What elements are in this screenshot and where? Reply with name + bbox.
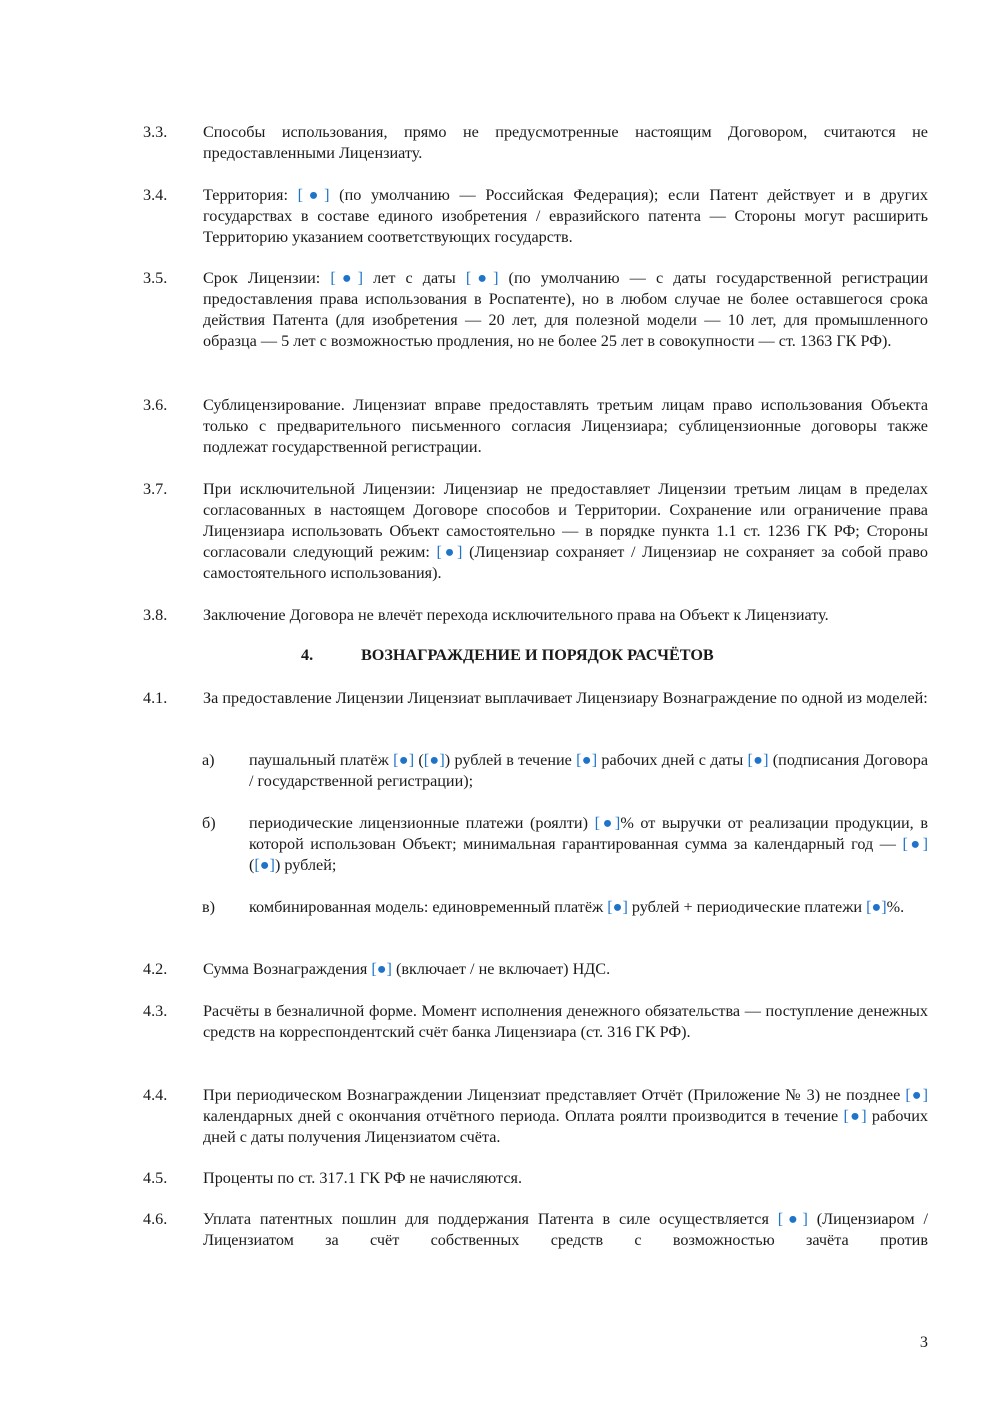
subitem-marker: в) <box>202 898 216 916</box>
page-number: 3 <box>919 1333 928 1351</box>
subitem-a <box>202 750 928 792</box>
clause-3-7 <box>143 479 928 584</box>
clause-text: Расчёты в безналичной форме. Момент исполнения денежного обязательства — поступление денежных средств на корреспондентский счёт банка Лицензиара (ст. 316 ГК РФ). <box>203 1002 928 1041</box>
clause-number: 3.7. <box>143 480 168 498</box>
clause-text: Уплата патентных пошлин для поддержания Патента в силе осуществляется [●] (Лицензиаром / Лицензиатом за счёт собственных средств с возможностью зачёта против <box>203 1210 929 1249</box>
clause-text: Срок Лицензии: [●] лет с даты [●] (по умолчанию — с даты государственной регистрации предоставления права использования в Роспатенте), но в любом случае не более оставшегося срока действия Патента (для изобретения — 20 лет, для полезной модели — 10 лет, для промышленного образца — 5 лет с возможностью продления, но не более 25 лет в совокупности — ст. 1363 ГК РФ). <box>203 269 929 350</box>
placeholder-field[interactable]: [●] <box>576 751 598 769</box>
clause-4-2 <box>143 959 928 980</box>
clause-4-5 <box>143 1168 928 1189</box>
clause-3-8 <box>143 605 928 626</box>
placeholder-field[interactable]: [●] <box>777 1210 808 1228</box>
clause-number: 4.6. <box>143 1210 168 1228</box>
section-number: 4. <box>301 646 314 664</box>
subitem-marker: а) <box>202 751 215 769</box>
clause-number: 3.5. <box>143 269 168 287</box>
clause-text: При периодическом Вознаграждении Лицензиат представляет Отчёт (Приложение № 3) не позднее [●] календарных дней с окончания отчётного периода. Оплата роялти производится в течение [●] рабочих дней с даты получения Лицензиатом счёта. <box>203 1086 929 1146</box>
clause-number: 3.4. <box>143 186 168 204</box>
subitem-b <box>202 813 928 876</box>
clause-text: Заключение Договора не влечёт перехода исключительного права на Объект к Лицензиату. <box>203 606 829 624</box>
clause-4-6 <box>143 1209 928 1251</box>
placeholder-field[interactable]: [●] <box>905 1086 928 1104</box>
placeholder-field[interactable]: [●] <box>393 751 415 769</box>
clause-text: Способы использования, прямо не предусмотренные настоящим Договором, считаются не предоставленными Лицензиату. <box>203 123 928 162</box>
placeholder-field[interactable]: [●] <box>902 835 929 853</box>
clause-4-4 <box>143 1085 928 1148</box>
section-title: ВОЗНАГРАЖДЕНИЕ И ПОРЯДОК РАСЧЁТОВ <box>361 646 714 664</box>
subitem-text: комбинированная модель: единовременный платёж [●] рублей + периодические платежи [●]%. <box>249 898 905 916</box>
placeholder-field[interactable]: [●] <box>297 186 330 204</box>
clause-3-6 <box>143 395 928 458</box>
clause-3-3 <box>143 122 928 164</box>
clause-text: Проценты по ст. 317.1 ГК РФ не начисляются. <box>203 1169 522 1187</box>
clause-3-4 <box>143 185 928 248</box>
clause-text: Сумма Вознаграждения [●] (включает / не включает) НДС. <box>203 960 611 978</box>
placeholder-field[interactable]: [●] <box>747 751 769 769</box>
clause-4-3 <box>143 1001 928 1043</box>
subitem-text: периодические лицензионные платежи (роялти) [●]% от выручки от реализации продукции, в которой использован Объект; минимальная гарантированная сумма за календарный год — [●] ([●]) рублей; <box>249 814 929 874</box>
placeholder-field[interactable]: [●] <box>330 269 364 287</box>
clause-text: Сублицензирование. Лицензиат вправе предоставлять третьим лицам право использования Объекта только с предварительного письменного согласия Лицензиара; сублицензионные договоры также подлежат государственной регистрации. <box>203 396 928 456</box>
placeholder-field[interactable]: [●] <box>607 898 628 916</box>
clause-number: 4.2. <box>143 960 168 978</box>
clause-number: 3.6. <box>143 396 168 414</box>
clause-number: 4.4. <box>143 1086 168 1104</box>
placeholder-field[interactable]: [●] <box>594 814 621 832</box>
placeholder-field[interactable]: [●] <box>465 269 499 287</box>
subitem-text: паушальный платёж [●] ([●]) рублей в течение [●] рабочих дней с даты [●] (подписания Договора / государственной регистрации); <box>249 751 928 790</box>
placeholder-field[interactable]: [●] <box>254 856 275 874</box>
clause-number: 3.8. <box>143 606 168 624</box>
placeholder-field[interactable]: [●] <box>371 960 392 978</box>
clause-4-1 <box>143 688 928 709</box>
clause-text: За предоставление Лицензии Лицензиат выплачивает Лицензиару Вознаграждение по одной из моделей: <box>203 689 928 707</box>
clause-number: 4.1. <box>143 689 168 707</box>
subitem-marker: б) <box>202 814 216 832</box>
clause-3-5 <box>143 268 928 352</box>
subitem-v <box>202 897 928 918</box>
clause-text: Территория: [●] (по умолчанию — Российская Федерация); если Патент действует и в других государствах в составе единого изобретения / евразийского патента — Стороны могут расширить Территорию указанием соответствующих государств. <box>203 186 928 246</box>
clause-number: 4.3. <box>143 1002 168 1020</box>
placeholder-field[interactable]: [●] <box>843 1107 867 1125</box>
clause-text: При исключительной Лицензии: Лицензиар не предоставляет Лицензии третьим лицам в пределах согласованных в настоящем Договоре способов и Территории. Сохранение или ограничение права Лицензиара использовать Объект самостоятельно — в порядке пункта 1.1 ст. 1236 ГК РФ; Стороны согласовали следующий режим: [●] (Лицензиар сохраняет / Лицензиар не сохраняет за собой право самостоятельного использования). <box>203 480 928 582</box>
placeholder-field[interactable]: [●] <box>423 751 445 769</box>
clause-number: 4.5. <box>143 1169 168 1187</box>
placeholder-field[interactable]: [●] <box>866 898 887 916</box>
clause-number: 3.3. <box>143 123 168 141</box>
placeholder-field[interactable]: [●] <box>436 543 463 561</box>
